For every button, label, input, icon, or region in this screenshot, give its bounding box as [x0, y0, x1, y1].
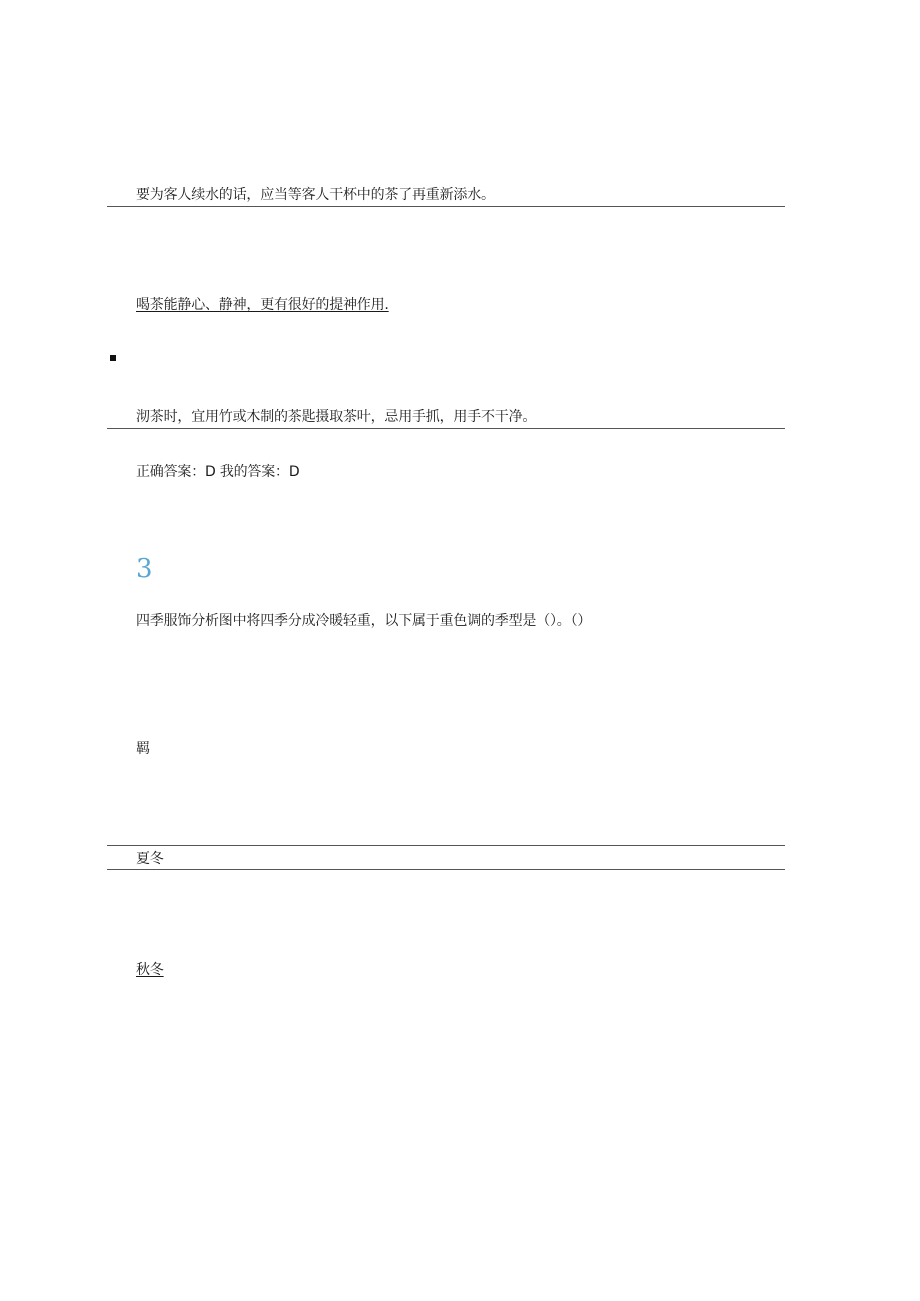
option-text-a: 羁: [136, 741, 150, 757]
answer-line: 正确答案：D 我的答案：D: [136, 464, 300, 480]
option-text-c-prev: 沏茶时，宜用竹或木制的茶匙摄取茶叶，忌用手抓，用手不干净。: [136, 409, 537, 425]
option-text-a-prev: 要为客人续水的话，应当等客人干杯中的茶了再重新添水。: [136, 187, 495, 203]
question-number: 3: [136, 554, 153, 584]
divider: [107, 428, 785, 429]
selected-bullet-icon: [110, 355, 116, 361]
divider: [107, 869, 785, 870]
option-text-b-prev: 喝茶能静心、静神，更有很好的提神作用.: [136, 297, 389, 313]
option-text-b: 夏冬: [136, 851, 164, 867]
divider: [107, 206, 785, 207]
option-text-c: 秋冬: [136, 962, 164, 978]
question-text: 四季服饰分析图中将四季分成冷暖轻重，以下属于重色调的季型是（）。（）: [136, 613, 592, 629]
divider: [107, 845, 785, 846]
